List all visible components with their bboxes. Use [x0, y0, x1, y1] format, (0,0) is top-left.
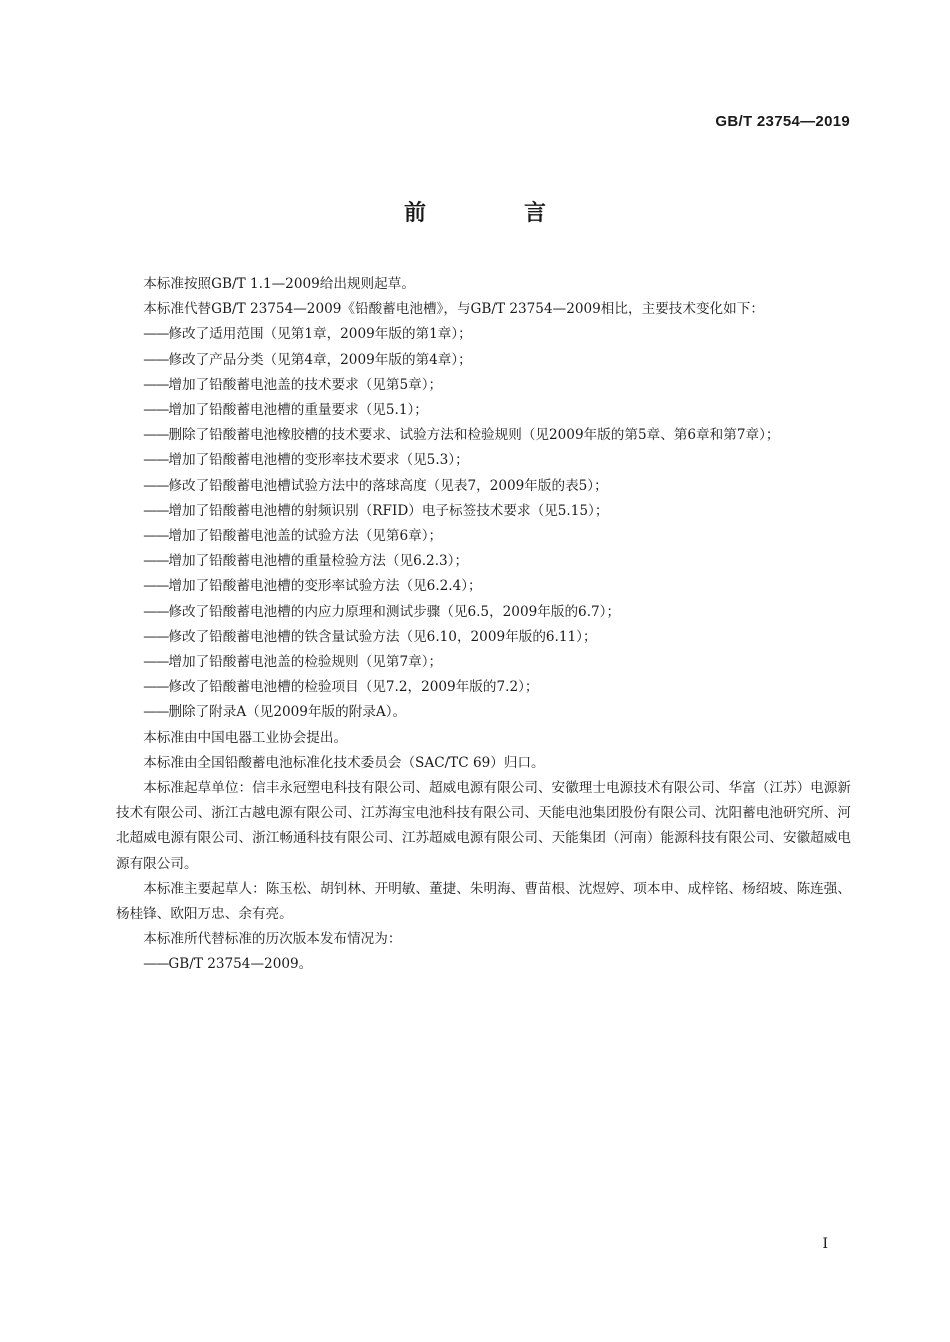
history-item: ——GB/T 23754—2009。 [143, 956, 313, 973]
drafters: 本标准主要起草人：陈玉松、胡钊林、开明敏、董捷、朱明海、曹苗根、沈煜婷、项本申、成梓铭、杨绍坡、陈连强、杨桂锋、欧阳万忠、余有亮。 [116, 880, 851, 923]
document-body [116, 272, 851, 978]
paragraph: 本标准所代替标准的历次版本发布情况为： [143, 931, 402, 948]
dash: —— [143, 956, 169, 973]
paragraph: 本标准由中国电器工业协会提出。 [143, 729, 348, 746]
dash: —— [143, 603, 169, 620]
dash: —— [143, 704, 169, 721]
standard-code: GB/T 23754—2019 [715, 113, 850, 130]
list-item: ——修改了适用范围（见第1章，2009年版的第1章）； [143, 326, 472, 343]
dash: —— [143, 528, 169, 545]
list-item: ——增加了铅酸蓄电池盖的试验方法（见第6章）； [143, 528, 443, 545]
list-item: ——增加了铅酸蓄电池槽的变形率技术要求（见5.3）； [143, 452, 469, 469]
dash: —— [143, 628, 169, 645]
list-item: ——增加了铅酸蓄电池盖的技术要求（见第5章）； [143, 376, 443, 393]
list-item: ——增加了铅酸蓄电池槽的射频识别（RFID）电子标签技术要求（见5.15）； [143, 502, 609, 519]
page-title: 前 言 [403, 201, 584, 226]
list-item: ——增加了铅酸蓄电池槽的重量检验方法（见6.2.3）； [143, 553, 469, 570]
paragraph: 本标准代替GB/T 23754—2009《铅酸蓄电池槽》，与GB/T 23754—2009相比，主要技术变化如下： [143, 301, 764, 318]
list-item: ——增加了铅酸蓄电池盖的检验规则（见第7章）； [143, 654, 443, 671]
list-item: ——删除了附录A（见2009年版的附录A）。 [143, 704, 407, 721]
dash: —— [143, 502, 169, 519]
dash: —— [143, 553, 169, 570]
dash: —— [143, 351, 169, 368]
list-item: ——增加了铅酸蓄电池槽的变形率试验方法（见6.2.4）； [143, 578, 482, 595]
dash: —— [143, 477, 169, 494]
dash: —— [143, 679, 169, 696]
list-item: ——修改了产品分类（见第4章，2009年版的第4章）； [143, 351, 472, 368]
paragraph: 本标准由全国铅酸蓄电池标准化技术委员会（SAC/TC 69）归口。 [143, 754, 545, 771]
paragraph: 本标准按照GB/T 1.1—2009给出规则起草。 [143, 276, 415, 292]
list-item: ——修改了铅酸蓄电池槽的铁含量试验方法（见6.10，2009年版的6.11）； [143, 628, 597, 645]
list-item: ——修改了铅酸蓄电池槽的内应力原理和测试步骤（见6.5，2009年版的6.7）； [143, 603, 621, 620]
dash: —— [143, 578, 169, 595]
dash: —— [143, 402, 169, 419]
dash: —— [143, 326, 169, 343]
changes-list [116, 322, 851, 725]
dash: —— [143, 452, 169, 469]
dash: —— [143, 427, 169, 444]
list-item: ——修改了铅酸蓄电池槽的检验项目（见7.2，2009年版的7.2）； [143, 679, 539, 696]
list-item: ——删除了铅酸蓄电池橡胶槽的技术要求、试验方法和检验规则（见2009年版的第5章、第6章和第7章）； [143, 427, 780, 444]
dash: —— [143, 376, 169, 393]
page-number: I [822, 1236, 828, 1252]
drafting-units: 本标准起草单位：信丰永冠塑电科技有限公司、超威电源有限公司、安徽理士电源技术有限公司、华富（江苏）电源新技术有限公司、浙江古越电源有限公司、江苏海宝电池科技有限公司、天能电池集团股份有限公司、沈阳蓄电池研究所、河北超威电源有限公司、浙江畅通科技有限公司、江苏超威电源有限公司、天能集团（河南）能源科技有限公司、安徽超威电源有限公司。 [116, 780, 851, 872]
dash: —— [143, 654, 169, 671]
list-item: ——修改了铅酸蓄电池槽试验方法中的落球高度（见表7，2009年版的表5）； [143, 477, 608, 494]
list-item: ——增加了铅酸蓄电池槽的重量要求（见5.1）； [143, 402, 428, 419]
